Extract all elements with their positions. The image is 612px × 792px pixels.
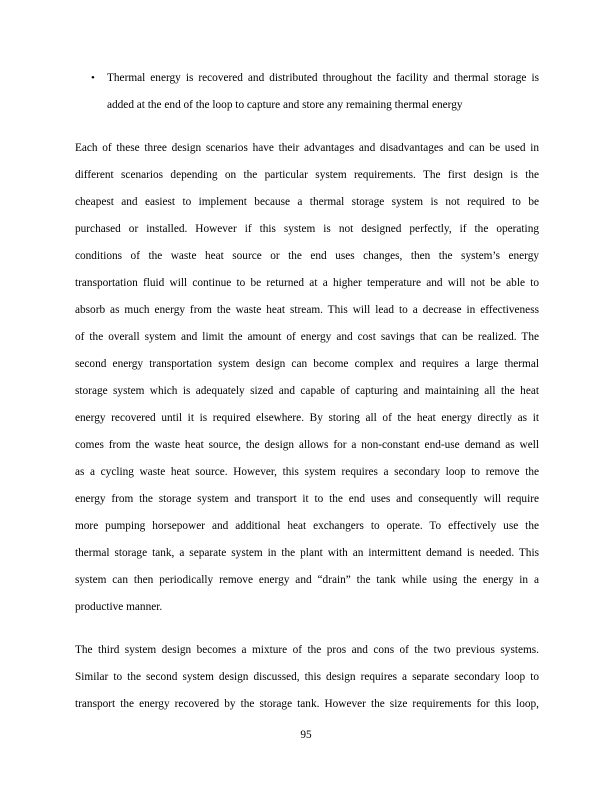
paragraph-1-line: different scenarios depending on the particular system requirements. The first design is the (75, 169, 539, 181)
bullet-line-1: Thermal energy is recovered and distributed throughout the facility and thermal storage is (107, 72, 539, 84)
paragraph-1-line: storage system which is adequately sized and capable of capturing and maintaining all the heat (75, 385, 539, 397)
paragraph-1-line: system can then periodically remove energy and “drain” the tank while using the energy in a (75, 574, 539, 586)
paragraph-1-line: second energy transportation system design can become complex and requires a large thermal (75, 358, 539, 370)
paragraph-1-line: purchased or installed. However if this system is not designed perfectly, if the operating (75, 223, 539, 235)
paragraph-1-line: comes from the waste heat source, the design allows for a non-constant end-use demand as well (75, 439, 539, 451)
paragraph-1-line: as a cycling waste heat source. However, this system requires a secondary loop to remove the (75, 466, 539, 478)
paragraph-2-line: The third system design becomes a mixture of the pros and cons of the two previous systems. (75, 644, 539, 656)
paragraph-1-line: transportation fluid will continue to be returned at a higher temperature and will not be able to (75, 277, 539, 289)
paragraph-1-line: more pumping horsepower and additional heat exchangers to operate. To effectively use the (75, 520, 539, 532)
bullet-icon: • (91, 72, 95, 84)
paragraph-1-line: productive manner. (75, 601, 163, 613)
paragraph-1-line: of the overall system and limit the amount of energy and cost savings that can be realized. The (75, 331, 539, 343)
paragraph-1-line: thermal storage tank, a separate system in the plant with an intermittent demand is needed. This (75, 547, 539, 559)
paragraph-1-line: absorb as much energy from the waste heat stream. This will lead to a decrease in effectiveness (75, 304, 539, 316)
paragraph-2-line: Similar to the second system design discussed, this design requires a separate secondary loop to (75, 671, 539, 683)
bullet-line-2: added at the end of the loop to capture and store any remaining thermal energy (107, 99, 463, 111)
paragraph-1-line: energy from the storage system and transport it to the end uses and consequently will require (75, 493, 539, 505)
paragraph-1-line: Each of these three design scenarios have their advantages and disadvantages and can be used in (75, 142, 539, 154)
paragraph-1-line: conditions of the waste heat source or the end uses changes, then the system’s energy (75, 250, 539, 262)
page-number: 95 (300, 729, 312, 741)
paragraph-2-line: transport the energy recovered by the storage tank. However the size requirements for this loop, (75, 698, 539, 710)
paragraph-1-line: cheapest and easiest to implement because a thermal storage system is not required to be (75, 196, 539, 208)
paragraph-1-line: energy recovered until it is required elsewhere. By storing all of the heat energy directly as it (75, 412, 539, 424)
